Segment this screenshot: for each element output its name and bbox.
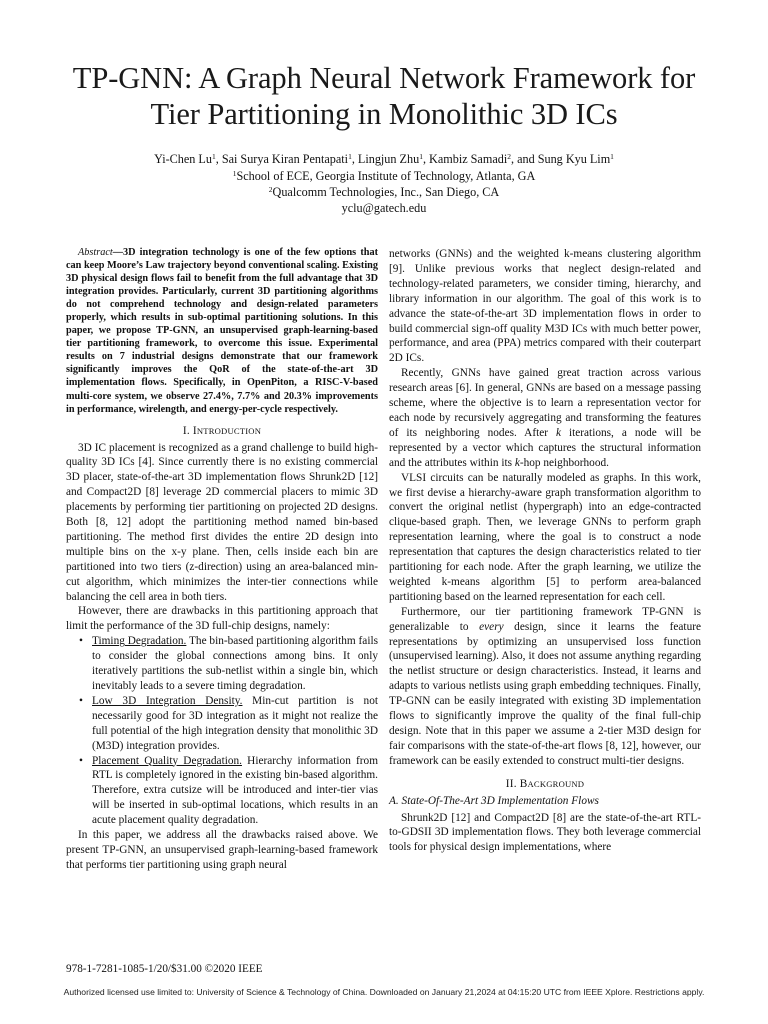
emphasis-text: every <box>479 620 504 633</box>
title-line-1: TP-GNN: A Graph Neural Network Framework for <box>72 61 696 95</box>
left-column <box>66 246 378 873</box>
author-list <box>40 151 728 167</box>
paragraph: In this paper, we address all the drawbacks raised above. We present TP-GNN, an unsupervised graph-learning-based framework that performs tier partitioning using graph neural <box>66 829 378 871</box>
drawback-list <box>66 634 378 828</box>
math-variable: k <box>555 426 561 439</box>
author-separator: , <box>422 152 430 166</box>
math-variable: k <box>514 456 520 469</box>
section-heading-background <box>389 777 701 792</box>
list-item <box>92 634 378 694</box>
section-heading-cap: I <box>192 424 197 437</box>
author-name: Sung Kyu Lim <box>537 152 611 166</box>
author-affil-mark: 2 <box>507 152 511 161</box>
author-name: Yi-Chen Lu <box>154 152 212 166</box>
text-run: -hop neighborhood. <box>519 456 609 469</box>
author-name: Kambiz Samadi <box>429 152 508 166</box>
affil-text: Qualcomm Technologies, Inc., San Diego, CA <box>272 185 500 199</box>
list-item-text: Hierarchy information from RTL is completely ignored in the existing bin-based algorithm. Therefore, extra cutsize will be introduced and inter-tier vias will be inserted in sub-optimal locations, which results in an acute placement quality degradation. <box>92 754 378 827</box>
section-heading-cap: B <box>519 777 528 790</box>
author-email: yclu@gatech.edu <box>341 201 427 215</box>
affiliations <box>40 168 728 216</box>
affiliation-1 <box>40 168 728 184</box>
section-heading-rest: NTRODUCTION <box>196 425 262 436</box>
paper-title <box>40 60 728 132</box>
paragraph: 3D IC placement is recognized as a grand challenge to build high-quality 3D ICs [4]. Since currently there is no existing commercial 3D placer, state-of-the-art 3D implementation flows Shrunk2D [12] and Compact2D [8] leverage 2D commercial placers to mimic 3D placements by performing tier partitioning on projected 2D designs. Both [8, 12] adopt the partitioning method named bin-based partitioning. The method first divides the entire 2D design into multiple bins on the x-y plane. Then, cells inside each bin are partitioned into two tiers (z-direction) using an area-balanced min-cut algorithm, which minimizes the inter-tier connections while balancing the cell area in both tiers. <box>66 441 378 603</box>
right-column <box>389 247 701 855</box>
paragraph: However, there are drawbacks in this partitioning approach that limit the performance of the 3D full-chip designs, namely: <box>66 605 378 633</box>
author-affil-mark: 1 <box>610 152 614 161</box>
list-item <box>92 694 378 754</box>
section-heading-introduction <box>66 424 378 439</box>
paragraph <box>389 366 701 470</box>
copyright-line: 978-1-7281-1085-1/20/$31.00 ©2020 IEEE <box>66 963 263 975</box>
paragraph <box>389 605 701 769</box>
author-affil-mark: 1 <box>211 152 216 161</box>
list-item-text: Min-cut partition is not necessarily good for 3D integration as it might not realize the full potential of the high integration density that monolithic 3D (M3D) integration provides. <box>92 694 378 752</box>
text-run: Recently, GNNs have gained great traction across various research areas [6]. In general, GNNs are based on a message passing scheme, where the objective is to learn a representation vector for each node by recursively aggregating and transforming the features of its neighboring nodes. After <box>389 367 701 439</box>
section-heading-rest: ACKGROUND <box>527 778 585 789</box>
paragraph: networks (GNNs) and the weighted k-means clustering algorithm [9]. Unlike previous works that neglect design-related and technology-related parameters, we consider timing, hierarchy, and library information in our algorithm. The goal of this work is to advance the state-of-the-art 3D implementation flows in order to build commercial sign-off quality M3D ICs with much better power, performance, and area (PPA) metrics compared with their couterpart 2D ICs. <box>389 248 701 365</box>
abstract-label: Abstract <box>78 247 113 258</box>
author-name: Lingjun Zhu <box>357 152 420 166</box>
section-number: I. <box>182 424 193 437</box>
list-item <box>92 754 378 829</box>
affil-text: School of ECE, Georgia Institute of Technology, Atlanta, GA <box>236 169 536 183</box>
text-run: design, since it learns the feature representations by optimizing an unsupervised loss function (unsupervised learning). Also, it does not assume anything regarding the netlist structure or design characteristics. Instead, it learns and adapts to various netlists using graph embedding techniques. Finally, TP-GNN can be easily integrated with existing 3D implementation flows to significantly improve the quality of the final full-chip design. Note that in this paper we assume a 2-tier M3D design for fair comparisons with the state-of-the-art flows [8, 12], however, our framework can be easily extended to construct multi-tier designs. <box>389 620 701 767</box>
author-name: Sai Surya Kiran Pentapati <box>221 152 349 166</box>
paragraph: VLSI circuits can be naturally modeled as graphs. In this work, we first devise a hierarchy-aware graph transformation algorithm to convert the original netlist (hypergraph) into an edge-contracted clique-based graph. Then, we leverage GNNs to perform graph representation learning, where the goal is to construct a node representation that captures the design characteristics related to tier partitioning for each node. After the graph learning, we utilize the weighted k-means algorithm [5] to perform area-balanced partitioning based on the learned representation for each cell. <box>389 471 701 603</box>
text-run: iterations, a node will be represented by a vector which captures the structural information and the attributes within its <box>389 426 701 469</box>
author-affil-mark: 1 <box>348 152 352 161</box>
subsection-heading: A. State-Of-The-Art 3D Implementation Flows <box>389 794 599 807</box>
list-item-heading: Low 3D Integration Density. <box>92 694 243 707</box>
author-separator: , <box>351 152 358 166</box>
list-item-heading: Timing Degradation. <box>92 635 187 648</box>
affiliation-2 <box>40 184 728 200</box>
text-run: Furthermore, our tier partitioning framework TP-GNN is generalizable to <box>389 605 701 633</box>
section-number: II. <box>505 777 520 790</box>
title-line-2: Tier Partitioning in Monolithic 3D ICs <box>150 97 618 131</box>
paragraph: Shrunk2D [12] and Compact2D [8] are the state-of-the-art RTL-to-GDSII 3D implementation flows. They both leverage commercial tools for physical design implementations, where <box>389 811 701 854</box>
author-affil-mark: 1 <box>419 152 423 161</box>
list-item-text: The bin-based partitioning algorithm fails to consider the global connections among bins. It only iteratively partitions the sub-netlist within a single bin, which inevitably leads to a severe timing degradation. <box>92 635 378 693</box>
abstract <box>66 246 378 416</box>
license-notice: Authorized licensed use limited to: University of Science & Technology of China. Downloaded on January 21,2024 at 04:15:20 UTC from IEEE Xplore. Restrictions apply. <box>63 987 705 997</box>
author-separator: , and <box>510 152 538 166</box>
affil-mark: 1 <box>232 169 237 178</box>
list-item-heading: Placement Quality Degradation. <box>92 754 242 767</box>
author-separator: , <box>215 152 222 166</box>
affil-mark: 2 <box>268 185 273 194</box>
abstract-text: —3D integration technology is one of the few options that can keep Moore’s Law trajectory beyond conventional scaling. Existing 3D physical design flows fail to benefit from the full advantage that 3D integration provides. Particularly, current 3D partitioning algorithms do not comprehend technology and design-related parameters properly, which results in sub-optimal partitioning solutions. In this paper, we propose TP-GNN, an unsupervised graph-learning-based tier partitioning framework, to overcome this issue. Experimental results on 7 industrial designs demonstrate that our framework significantly improves the QoR of the state-of-the-art 3D implementation flows. Specifically, in OpenPiton, a RISC-V-based multi-core system, we observe 27.4%, 7.7% and 20.3% improvements in performance, wirelength, and energy-per-cycle respectively. <box>66 247 378 415</box>
